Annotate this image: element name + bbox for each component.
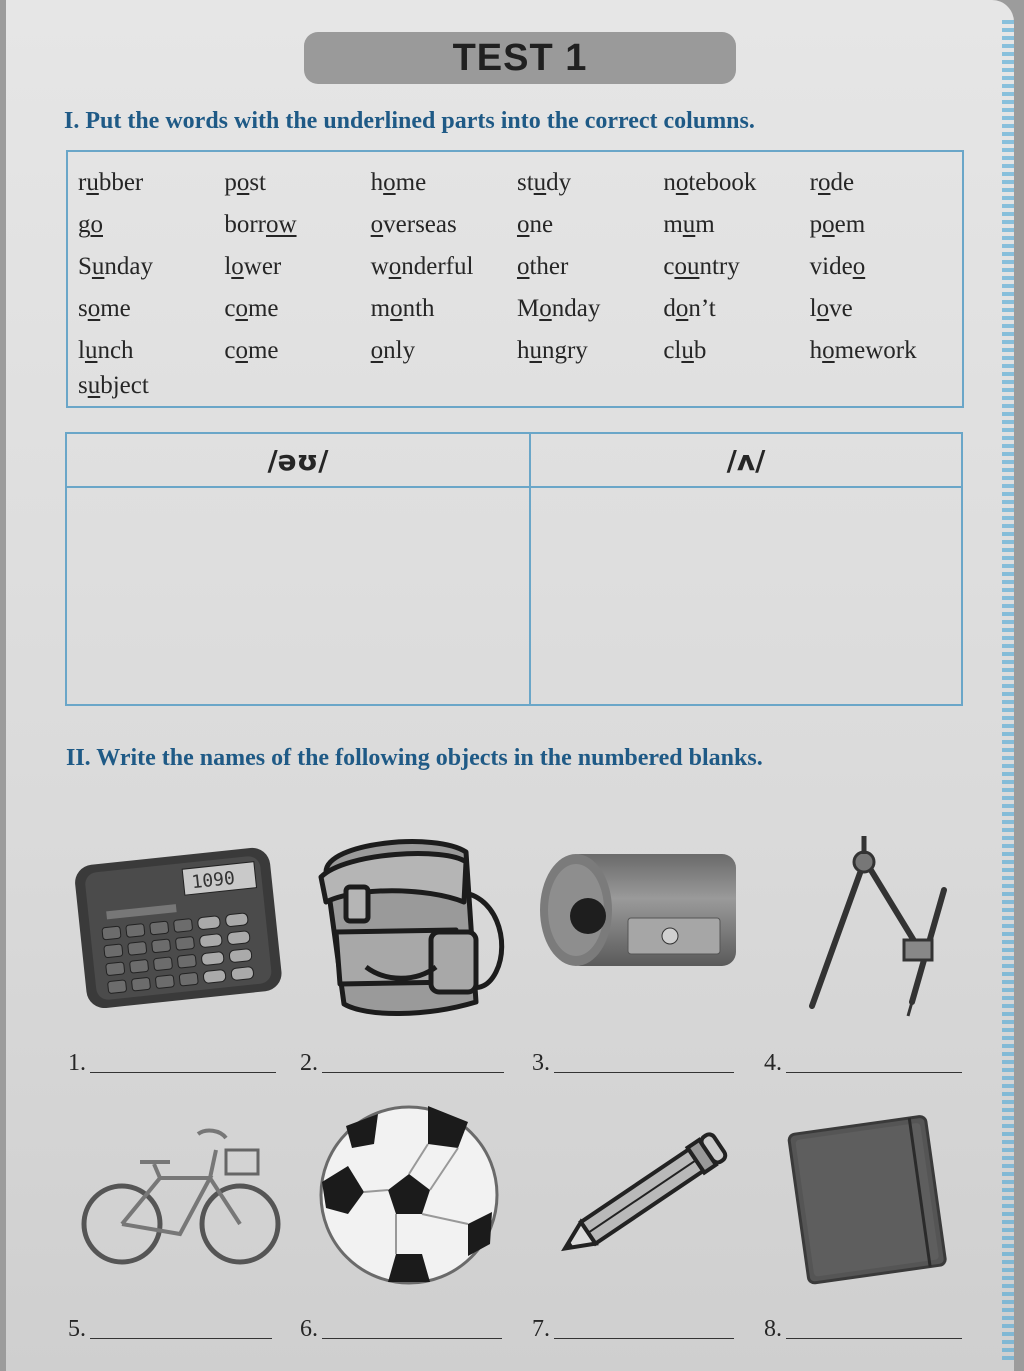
word-part: b	[693, 337, 707, 364]
calculator-image	[68, 842, 288, 1008]
compass-image	[796, 834, 956, 1020]
word-item[interactable]	[78, 330, 224, 372]
section-1-heading: I. Put the words with the underlined parts into the correct columns.	[64, 108, 755, 134]
word-part: g	[78, 211, 91, 238]
word-part: w	[370, 253, 389, 280]
word-part: borr	[224, 211, 266, 238]
word-item[interactable]	[224, 162, 370, 204]
blank-8[interactable]	[764, 1316, 962, 1343]
word-part: l	[809, 295, 817, 322]
word-part: nly	[383, 337, 416, 364]
word-item[interactable]	[224, 204, 370, 246]
word-part: m	[370, 295, 391, 322]
word-item[interactable]	[78, 288, 224, 330]
word-part: m	[663, 211, 683, 238]
blank-2-line[interactable]	[322, 1071, 504, 1073]
word-part: p	[809, 211, 823, 238]
worksheet-page	[6, 0, 1014, 1371]
word-item[interactable]	[810, 330, 956, 372]
word-underlined-part: u	[84, 337, 98, 364]
word-part: r	[78, 169, 87, 196]
blank-5-line[interactable]	[90, 1337, 272, 1339]
blank-7[interactable]	[532, 1316, 734, 1343]
word-part: l	[224, 253, 232, 280]
word-item[interactable]	[224, 330, 370, 372]
blank-4-number: 4.	[764, 1050, 782, 1076]
blank-7-line[interactable]	[554, 1337, 734, 1339]
word-bank	[66, 150, 964, 408]
word-item[interactable]	[371, 162, 517, 204]
word-part: nch	[97, 337, 134, 364]
word-underlined-part: o	[675, 169, 689, 196]
word-item[interactable]	[371, 204, 517, 246]
word-underlined-part: u	[681, 337, 694, 364]
word-item[interactable]	[810, 204, 956, 246]
word-part: mework	[834, 337, 917, 364]
word-item[interactable]	[78, 372, 224, 400]
blank-3[interactable]	[532, 1050, 734, 1077]
word-part: tebook	[688, 169, 757, 196]
word-item[interactable]	[371, 330, 517, 372]
blank-8-line[interactable]	[786, 1337, 962, 1339]
word-item[interactable]	[663, 204, 809, 246]
word-part: ne	[529, 211, 554, 238]
blank-6-number: 6.	[300, 1316, 318, 1342]
word-part: me	[247, 337, 279, 364]
word-underlined-part: o	[516, 253, 530, 280]
word-part: s	[78, 372, 88, 399]
word-underlined-part: o	[235, 337, 248, 364]
word-item[interactable]	[517, 204, 663, 246]
word-part: c	[663, 253, 675, 280]
word-underlined-part: o	[390, 295, 403, 322]
word-underlined-part: o	[388, 253, 402, 280]
word-item[interactable]	[517, 330, 663, 372]
word-part: S	[78, 253, 92, 280]
word-part: h	[370, 169, 384, 196]
word-item[interactable]	[810, 162, 956, 204]
section-2-heading: II. Write the names of the following objects in the numbered blanks.	[66, 745, 763, 771]
word-underlined-part: o	[816, 295, 830, 322]
word-part: dy	[546, 169, 572, 196]
word-underlined-part: o	[231, 253, 244, 280]
word-part: M	[516, 295, 540, 322]
blank-8-number: 8.	[764, 1316, 782, 1342]
word-part: ntry	[699, 253, 740, 280]
blank-5-number: 5.	[68, 1316, 86, 1342]
sound-columns-table	[65, 432, 963, 706]
word-part: de	[830, 169, 855, 196]
word-underlined-part: o	[87, 295, 101, 322]
word-part: ve	[829, 295, 853, 322]
word-underlined-part: o	[822, 211, 835, 238]
word-part: m	[695, 211, 715, 238]
word-part: verseas	[383, 211, 457, 238]
word-underlined-part: o	[852, 253, 866, 280]
word-item[interactable]	[371, 246, 517, 288]
word-item[interactable]	[224, 288, 370, 330]
word-underlined-part: o	[90, 211, 103, 238]
blank-2[interactable]	[300, 1050, 504, 1077]
blank-6-line[interactable]	[322, 1337, 502, 1339]
blank-3-line[interactable]	[554, 1071, 734, 1073]
word-underlined-part: u	[682, 211, 696, 238]
blank-3-number: 3.	[532, 1050, 550, 1076]
word-part: st	[516, 169, 534, 196]
pencil-image	[546, 1126, 742, 1262]
word-grid	[78, 162, 956, 400]
word-underlined-part: u	[87, 372, 101, 399]
word-underlined-part: o	[516, 211, 530, 238]
word-item[interactable]	[810, 246, 956, 288]
column-header-uh: /ʌ/	[531, 434, 961, 488]
blank-4[interactable]	[764, 1050, 962, 1077]
blank-1-line[interactable]	[90, 1071, 276, 1073]
word-underlined-part: u	[91, 253, 105, 280]
word-part: nday	[551, 295, 601, 322]
page-title: TEST 1	[452, 36, 588, 79]
column-header-ou: /əʊ/	[67, 434, 531, 488]
word-part: p	[224, 169, 237, 196]
word-part: r	[809, 169, 818, 196]
word-underlined-part: ou	[674, 253, 700, 280]
word-part: bject	[100, 372, 149, 399]
word-part: st	[249, 169, 267, 196]
blank-5[interactable]	[68, 1316, 272, 1343]
blank-7-number: 7.	[532, 1316, 550, 1342]
word-underlined-part: o	[370, 211, 384, 238]
word-part: l	[78, 337, 85, 364]
word-part: wer	[243, 253, 282, 280]
blank-1[interactable]	[68, 1050, 276, 1077]
blank-6[interactable]	[300, 1316, 502, 1343]
word-underlined-part: o	[817, 169, 831, 196]
word-part: h	[516, 337, 530, 364]
word-item[interactable]	[371, 288, 517, 330]
word-item[interactable]	[78, 204, 224, 246]
bicycle-image	[80, 1124, 286, 1270]
word-part: c	[224, 295, 236, 322]
word-underlined-part: o	[235, 295, 248, 322]
word-part: me	[247, 295, 279, 322]
blank-2-number: 2.	[300, 1050, 318, 1076]
word-part: bber	[98, 169, 144, 196]
football-image	[318, 1104, 500, 1286]
word-item[interactable]	[517, 288, 663, 330]
word-part: nth	[402, 295, 435, 322]
word-item[interactable]	[663, 330, 809, 372]
blank-1-number: 1.	[68, 1050, 86, 1076]
word-part: c	[224, 337, 236, 364]
word-part: nday	[104, 253, 154, 280]
word-part: cl	[663, 337, 682, 364]
word-part: ther	[529, 253, 569, 280]
word-item[interactable]	[78, 162, 224, 204]
word-part: nderful	[401, 253, 474, 280]
word-item[interactable]	[663, 246, 809, 288]
word-part: em	[834, 211, 866, 238]
answer-column-ou[interactable]	[67, 488, 531, 704]
word-part: me	[100, 295, 131, 322]
word-part: h	[809, 337, 823, 364]
word-underlined-part: o	[236, 169, 250, 196]
word-underlined-part: o	[822, 337, 835, 364]
word-part: s	[78, 295, 88, 322]
sharpener-image	[536, 848, 746, 974]
word-underlined-part: ow	[265, 211, 297, 238]
word-part: n	[663, 169, 676, 196]
answer-column-uh[interactable]	[531, 488, 961, 704]
word-underlined-part: o	[675, 295, 689, 322]
word-item[interactable]	[224, 246, 370, 288]
word-part: ngry	[541, 337, 588, 364]
word-underlined-part: u	[86, 169, 99, 196]
calculator-display: 1090	[190, 867, 236, 894]
word-underlined-part: u	[529, 337, 542, 364]
word-underlined-part: u	[533, 169, 547, 196]
word-underlined-part: o	[383, 169, 396, 196]
word-part: d	[663, 295, 676, 322]
word-item[interactable]	[810, 288, 956, 330]
blank-4-line[interactable]	[786, 1071, 962, 1073]
school-bag-image	[306, 832, 516, 1022]
word-underlined-part: o	[370, 337, 384, 364]
word-item[interactable]	[517, 246, 663, 288]
word-item[interactable]	[517, 162, 663, 204]
word-underlined-part: o	[539, 295, 552, 322]
word-item[interactable]	[78, 246, 224, 288]
notebook-image	[786, 1110, 958, 1286]
word-item[interactable]	[663, 288, 809, 330]
title-banner	[304, 32, 736, 84]
word-part: me	[395, 169, 427, 196]
word-item[interactable]	[663, 162, 809, 204]
word-part: n’t	[688, 295, 716, 322]
word-part: vide	[809, 253, 853, 280]
page-edge-decoration	[1002, 20, 1014, 1360]
